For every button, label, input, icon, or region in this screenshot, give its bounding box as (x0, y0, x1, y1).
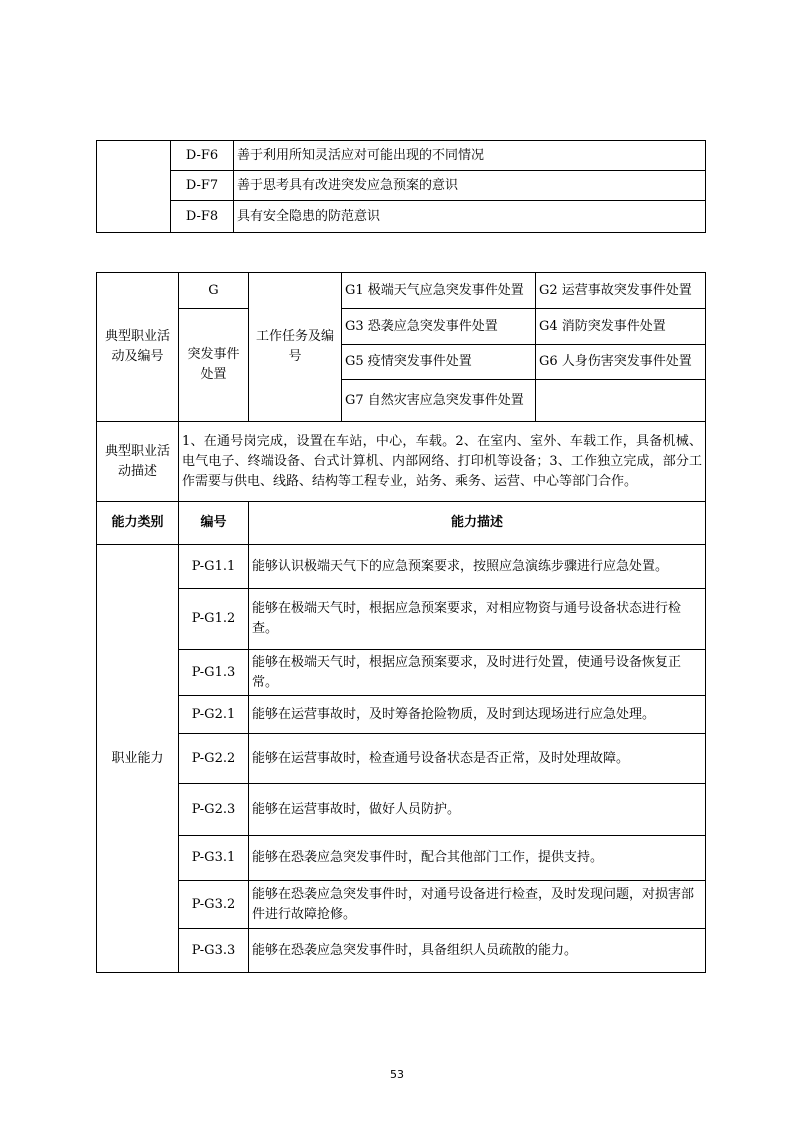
page-number: 53 (390, 1068, 404, 1081)
task-item: G2 运营事故突发事件处置 (536, 273, 706, 309)
header-description: 能力描述 (249, 502, 706, 545)
ability-text: 能够在极端天气时，根据应急预案要求，对相应物资与通号设备状态进行检查。 (249, 589, 706, 650)
ability-text: 能够认识极端天气下的应急预案要求，按照应急演练步骤进行应急处置。 (249, 545, 706, 589)
ability-text: 能够在恐袭应急突发事件时，具备组织人员疏散的能力。 (249, 929, 706, 973)
task-item: G3 恐袭应急突发事件处置 (342, 309, 536, 345)
ability-text: 具有安全隐患的防范意识 (234, 201, 706, 233)
task-item-empty (536, 380, 706, 422)
description-label: 典型职业活动描述 (97, 422, 179, 502)
ability-code: P-G1.1 (179, 545, 249, 589)
ability-text: 善于利用所知灵活应对可能出现的不同情况 (234, 141, 706, 171)
task-item: G1 极端天气应急突发事件处置 (342, 273, 536, 309)
activity-code: G (179, 273, 249, 309)
ability-code: P-G1.2 (179, 589, 249, 650)
activity-g-table (96, 272, 706, 973)
ability-text: 能够在运营事故时，及时筹备抢险物质，及时到达现场进行应急处理。 (249, 696, 706, 734)
ability-text: 能够在极端天气时，根据应急预案要求，及时进行处置，使通号设备恢复正常。 (249, 650, 706, 696)
description-text: 1、在通号岗完成，设置在车站，中心，车载。2、在室内、室外、车载工作，具备机械、电气电子、终端设备、台式计算机、内部网络、打印机等设备；3、工作独立完成，部分工作需要与供电、线路、结构等工程专业，站务、乘务、运营、中心等部门合作。 (179, 422, 706, 502)
ability-code: P-G2.2 (179, 734, 249, 784)
blank-category-cell (97, 141, 171, 233)
ability-text: 能够在恐袭应急突发事件时，配合其他部门工作，提供支持。 (249, 836, 706, 881)
category-cell: 职业能力 (97, 545, 179, 973)
ability-text: 能够在运营事故时，检查通号设备状态是否正常，及时处理故障。 (249, 734, 706, 784)
task-item: G7 自然灾害应急突发事件处置 (342, 380, 536, 422)
ability-code: D-F7 (171, 171, 234, 201)
ability-text: 善于思考具有改进突发应急预案的意识 (234, 171, 706, 201)
ability-code: P-G3.1 (179, 836, 249, 881)
ability-code: D-F6 (171, 141, 234, 171)
activity-name: 突发事件处置 (179, 309, 249, 422)
competence-table-continued (96, 140, 706, 233)
ability-code: D-F8 (171, 201, 234, 233)
ability-code: P-G1.3 (179, 650, 249, 696)
ability-code: P-G3.2 (179, 881, 249, 929)
task-item: G5 疫情突发事件处置 (342, 345, 536, 380)
header-category: 能力类别 (97, 502, 179, 545)
ability-code: P-G2.3 (179, 784, 249, 836)
header-code: 编号 (179, 502, 249, 545)
ability-code: P-G2.1 (179, 696, 249, 734)
task-item: G6 人身伤害突发事件处置 (536, 345, 706, 380)
ability-text: 能够在运营事故时，做好人员防护。 (249, 784, 706, 836)
task-label: 工作任务及编号 (249, 273, 342, 422)
activity-label: 典型职业活动及编号 (97, 273, 179, 422)
ability-code: P-G3.3 (179, 929, 249, 973)
task-item: G4 消防突发事件处置 (536, 309, 706, 345)
ability-text: 能够在恐袭应急突发事件时，对通号设备进行检查，及时发现问题，对损害部件进行故障抢修。 (249, 881, 706, 929)
